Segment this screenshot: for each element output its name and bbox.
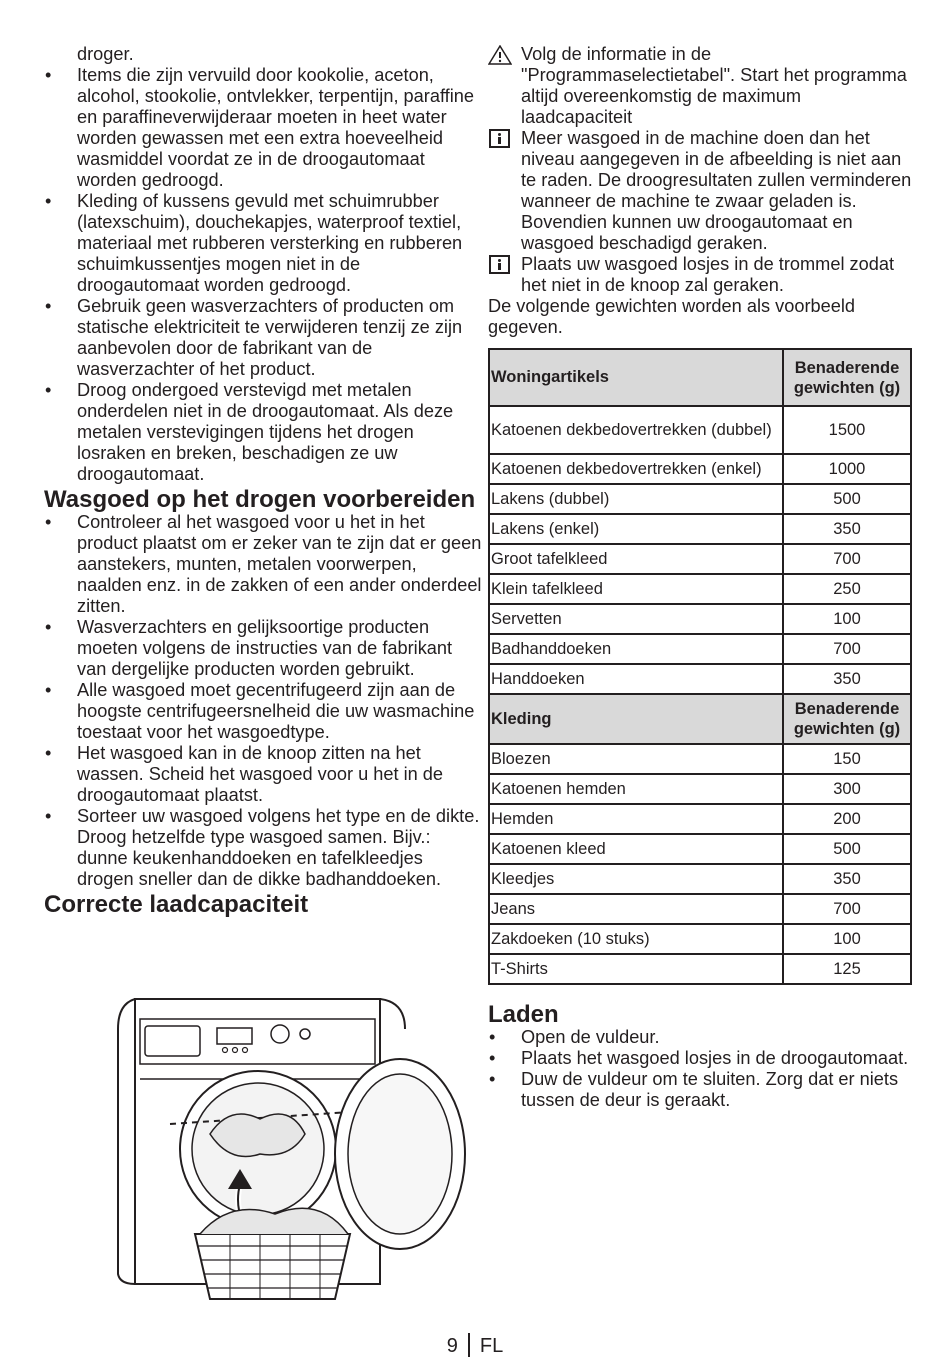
bullet-list-loading (488, 1027, 912, 1111)
page-footer (0, 1333, 950, 1358)
example-intro: De volgende gewichten worden als voorbeeld gegeven. (488, 296, 856, 337)
table-cell: 300 (783, 774, 911, 804)
dryer-loading-illustration (80, 984, 480, 1304)
table-row (489, 574, 911, 604)
table-cell: Katoenen kleed (489, 834, 783, 864)
list-item: • Duw de vuldeur om te sluiten. Zorg dat er niets tussen de deur is geraakt. (488, 1069, 912, 1111)
table-cell: 250 (783, 574, 911, 604)
table-header-cell: Benaderende gewichten (g) (783, 694, 911, 744)
list-item: • Items die zijn vervuild door kookolie, aceton, alcohol, stookolie, ontvlekker, terpentijn, paraffine en paraffineverwijderaar moeten in heet water worden gewassen met een extra hoeveelheid wasmiddel voordat ze in de droogautomaat worden gedroogd. (44, 65, 484, 191)
warning-note (488, 44, 912, 128)
list-item: • Controleer al het wasgoed voor u het in het product plaatst om er zeker van te zijn dat er geen aanstekers, munten, metalen voorwerpen, naalden enz. in de zakken of een ander onderdeel zitten. (44, 512, 484, 617)
table-cell: 700 (783, 544, 911, 574)
intro-continuation: droger. (77, 44, 134, 64)
table-cell: 1000 (783, 454, 911, 484)
table-cell: 125 (783, 954, 911, 984)
table-row (489, 834, 911, 864)
table-header-row (489, 694, 911, 744)
table-cell: Groot tafelkleed (489, 544, 783, 574)
table-row (489, 514, 911, 544)
info-icon (488, 129, 512, 149)
info-text: Meer wasgoed in de machine doen dan het niveau aangegeven in de afbeelding is niet aan te raden. De droogresultaten zullen verminderen wanneer de machine te zwaar geladen is. Bovendien kunnen uw droogautomaat en wasgoed beschadigd geraken. (521, 128, 912, 253)
list-item: • Kleding of kussens gevuld met schuimrubber (latexschuim), douchekapjes, waterproof textiel, materiaal met rubberen versterking en rubberen schuimkussentjes mogen niet in de droogautomaat worden gedroogd. (44, 191, 484, 296)
table-cell: 200 (783, 804, 911, 834)
table-cell: Badhanddoeken (489, 634, 783, 664)
table-cell: Servetten (489, 604, 783, 634)
info-note (488, 254, 912, 296)
table-cell: Klein tafelkleed (489, 574, 783, 604)
table-row (489, 484, 911, 514)
table-header-cell: Woningartikels (489, 349, 783, 406)
info-text: Plaats uw wasgoed losjes in de trommel zodat het niet in de knoop zal geraken. (521, 254, 895, 295)
table-cell: 700 (783, 894, 911, 924)
section-heading-load-capacity: Correcte laadcapaciteit (44, 891, 309, 918)
info-note (488, 128, 912, 254)
table-cell: Kleedjes (489, 864, 783, 894)
table-header-row (489, 349, 911, 406)
info-icon (488, 255, 512, 275)
table-cell: Katoenen hemden (489, 774, 783, 804)
table-row (489, 664, 911, 694)
footer-divider (468, 1333, 470, 1357)
table-cell: Handdoeken (489, 664, 783, 694)
table-row (489, 544, 911, 574)
table-header-cell: Kleding (489, 694, 783, 744)
list-item: • Wasverzachters en gelijksoortige producten moeten volgens de instructies van de fabrikant van dergelijke producten worden gebruikt. (44, 617, 484, 680)
table-cell: 350 (783, 514, 911, 544)
weights-table (488, 348, 912, 985)
list-item: • Gebruik geen wasverzachters of producten om statische elektriciteit te verwijderen tenzij ze zijn aanbevolen door de fabrikant van de wasverzachter of het product. (44, 296, 484, 380)
table-row (489, 924, 911, 954)
bullet-list-precautions (44, 65, 484, 485)
table-cell: 700 (783, 634, 911, 664)
list-item: • Sorteer uw wasgoed volgens het type en de dikte. Droog hetzelfde type wasgoed samen. Bijv.: dunne keukenhanddoeken en tafelkleedjes drogen sneller dan de dikke badhanddoeken. (44, 806, 484, 890)
table-header-cell: Benaderende gewichten (g) (783, 349, 911, 406)
table-cell: 350 (783, 864, 911, 894)
left-column (44, 44, 484, 917)
language-code: FL (479, 1335, 504, 1357)
table-cell: Zakdoeken (10 stuks) (489, 924, 783, 954)
table-row (489, 894, 911, 924)
table-row (489, 406, 911, 454)
section-heading-preparation: Wasgoed op het drogen voorbereiden (44, 486, 476, 513)
page-number: 9 (446, 1335, 458, 1357)
table-cell: 500 (783, 484, 911, 514)
table-cell: Katoenen dekbedovertrekken (enkel) (489, 454, 783, 484)
bullet-list-preparation (44, 512, 484, 890)
table-cell: Lakens (enkel) (489, 514, 783, 544)
list-item: • Alle wasgoed moet gecentrifugeerd zijn aan de hoogste centrifugeersnelheid die uw wasmachine toestaat voor het wasgoedtype. (44, 680, 484, 743)
list-item: • Droog ondergoed verstevigd met metalen onderdelen niet in de droogautomaat. Als deze metalen verstevigingen tijdens het drogen losraken en breken, beschadigen ze uw droogautomaat. (44, 380, 484, 485)
table-cell: 100 (783, 604, 911, 634)
list-item: • Plaats het wasgoed losjes in de droogautomaat. (488, 1048, 912, 1069)
table-row (489, 744, 911, 774)
warning-triangle-icon (488, 45, 512, 65)
table-cell: Katoenen dekbedovertrekken (dubbel) (489, 406, 783, 454)
table-cell: Jeans (489, 894, 783, 924)
table-cell: 100 (783, 924, 911, 954)
table-cell: 150 (783, 744, 911, 774)
right-column (488, 44, 912, 1111)
table-cell: 500 (783, 834, 911, 864)
list-item: • Open de vuldeur. (488, 1027, 912, 1048)
table-row (489, 804, 911, 834)
table-cell: Bloezen (489, 744, 783, 774)
table-row (489, 454, 911, 484)
table-row (489, 864, 911, 894)
table-cell: T-Shirts (489, 954, 783, 984)
table-cell: Hemden (489, 804, 783, 834)
warning-text: Volg de informatie in de "Programmaselectietabel". Start het programma altijd overeenkomstig de maximum laadcapaciteit (521, 44, 907, 127)
table-row (489, 774, 911, 804)
table-row (489, 954, 911, 984)
table-row (489, 634, 911, 664)
table-cell: 1500 (783, 406, 911, 454)
table-row (489, 604, 911, 634)
table-cell: 350 (783, 664, 911, 694)
list-item: • Het wasgoed kan in de knoop zitten na het wassen. Scheid het wasgoed voor u het in de droogautomaat plaatst. (44, 743, 484, 806)
table-cell: Lakens (dubbel) (489, 484, 783, 514)
section-heading-loading: Laden (488, 1001, 559, 1028)
